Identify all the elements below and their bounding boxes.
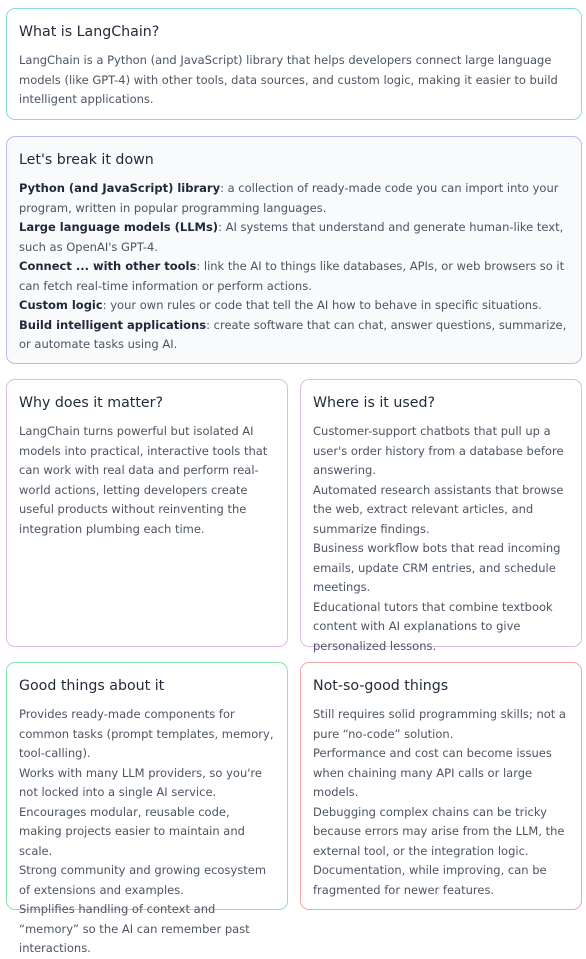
breakdown-desc: : a collection of ready-made code you can import into your program, written in popular programming languages. (19, 181, 559, 215)
list-item: Simplifies handling of context and “memory” so the AI can remember past interactions. (19, 902, 250, 955)
why-matters-title: Why does it matter? (19, 395, 163, 411)
why-matters-body: LangChain turns powerful but isolated AI models into practical, interactive tools that can work with real data and perform real-world actions, letting developers create useful products without reinventing the integration plumbing each time. (19, 424, 268, 536)
list-item (19, 179, 569, 218)
breakdown-title: Let's break it down (19, 152, 154, 168)
breakdown-term: Python (and JavaScript) library (19, 181, 221, 195)
where-used-title: Where is it used? (313, 395, 436, 411)
list-item (19, 218, 569, 257)
where-used-card (300, 379, 582, 653)
list-item: Business workflow bots that read incoming emails, update CRM entries, and schedule meetings. (313, 541, 561, 594)
list-item: Encourages modular, reusable code, making projects easier to maintain and scale. (19, 804, 245, 858)
list-item: Educational tutors that combine textbook content with AI explanations to give personalized lessons. (313, 599, 553, 653)
what-is-card (6, 8, 582, 120)
list-item (19, 316, 569, 355)
breakdown-term: Custom logic (19, 298, 103, 312)
list-item: Documentation, while improving, can be fragmented for newer features. (313, 863, 547, 897)
breakdown-card (6, 136, 582, 364)
list-item: Still requires solid programming skills; not a pure “no-code” solution. (313, 707, 566, 741)
what-is-title: What is LangChain? (19, 24, 160, 40)
breakdown-desc: : create software that can chat, answer questions, summarize, or automate tasks using AI. (19, 317, 567, 351)
breakdown-desc: : link the AI to things like databases, APIs, or web browsers so it can fetch real-time information or perform actions. (19, 259, 565, 293)
why-matters-card (6, 379, 288, 647)
list-item (19, 296, 569, 316)
what-is-body: LangChain is a Python (and JavaScript) library that helps developers connect large language models (like GPT-4) with other tools, data sources, and custom logic, making it easier to build intelligent applications. (19, 53, 558, 106)
breakdown-desc: : your own rules or code that tell the AI how to behave in specific situations. (102, 298, 542, 312)
pros-title: Good things about it (19, 678, 165, 694)
breakdown-term: Build intelligent applications (19, 317, 207, 332)
list-item (19, 257, 569, 296)
cons-card (300, 662, 582, 910)
list-item: Provides ready-made components for common tasks (prompt templates, memory, tool-calling). (19, 707, 274, 760)
list-item: Debugging complex chains can be tricky because errors may arise from the LLM, the external tool, or the integration logic. (313, 804, 565, 858)
where-used-list (313, 422, 569, 656)
breakdown-term: Large language models (LLMs) (19, 220, 219, 234)
pros-list (19, 705, 275, 959)
pros-card (6, 662, 288, 955)
list-item: Customer-support chatbots that pull up a user's order history from a database before answering. (313, 424, 564, 477)
cons-list (313, 705, 569, 900)
list-item: Performance and cost can become issues when chaining many API calls or large models. (313, 746, 552, 799)
list-item: Strong community and growing ecosystem of extensions and examples. (19, 863, 267, 897)
list-item: Automated research assistants that browse the web, extract relevant articles, and summarize findings. (313, 482, 564, 536)
breakdown-desc: : AI systems that understand and generate human-like text, such as OpenAI's GPT-4. (19, 220, 564, 254)
cons-title: Not-so-good things (313, 678, 449, 694)
list-item: Works with many LLM providers, so you're not locked into a single AI service. (19, 765, 262, 799)
breakdown-term: Connect ... with other tools (19, 259, 197, 273)
breakdown-list (19, 179, 569, 355)
